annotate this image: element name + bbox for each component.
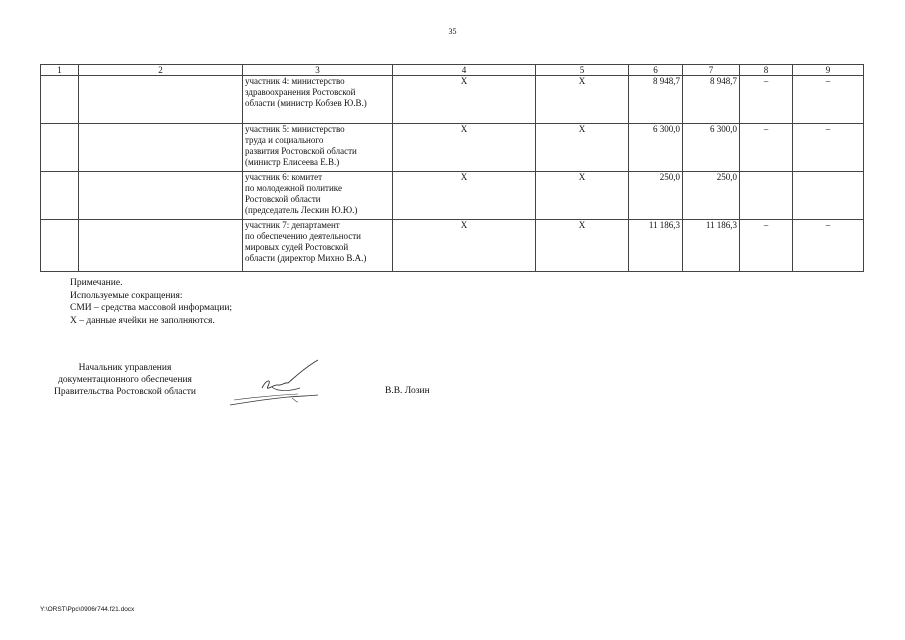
table-cell-col3 (243, 172, 393, 220)
signature-icon (228, 358, 338, 410)
table-cell-col4: Х (393, 76, 536, 124)
participant-line: участник 6: комитет (245, 172, 323, 182)
table-cell-col9 (793, 172, 864, 220)
table-cell-col4: Х (393, 124, 536, 172)
budget-table (40, 64, 864, 272)
table-cell-col8 (740, 172, 793, 220)
header-cell: 6 (629, 65, 683, 76)
participant-line: Ростовской области (245, 194, 321, 204)
signatory-position (40, 362, 210, 398)
table-cell-col2 (79, 172, 243, 220)
header-cell: 8 (740, 65, 793, 76)
header-cell: 3 (243, 65, 393, 76)
note-line: Х – данные ячейки не заполняются. (70, 315, 215, 326)
table-cell-col3 (243, 76, 393, 124)
table-cell-col1 (41, 76, 79, 124)
table-cell-col5: Х (536, 76, 629, 124)
participant-line: здравоохранения Ростовской (245, 87, 356, 97)
table-cell-col6: 6 300,0 (629, 124, 683, 172)
participant-line: области (министр Кобзев Ю.В.) (245, 98, 367, 108)
table-cell-col9: – (793, 124, 864, 172)
file-path: Y:\ORST\Ppc\0906r744.f21.docx (40, 606, 135, 613)
table-cell-col6: 250,0 (629, 172, 683, 220)
table-cell-col9: – (793, 220, 864, 272)
header-cell: 4 (393, 65, 536, 76)
table-cell-col5: Х (536, 172, 629, 220)
table-header-row (41, 65, 864, 76)
table-cell-col6: 8 948,7 (629, 76, 683, 124)
header-cell: 2 (79, 65, 243, 76)
table-cell-col2 (79, 124, 243, 172)
table-cell-col6: 11 186,3 (629, 220, 683, 272)
table-cell-col3 (243, 220, 393, 272)
page-number: 35 (448, 27, 457, 36)
participant-line: области (директор Михно В.А.) (245, 253, 367, 263)
table-body (41, 65, 864, 272)
table-cell-col7: 8 948,7 (683, 76, 740, 124)
note-line: Примечание. (70, 278, 123, 288)
table-row (41, 76, 864, 124)
table-cell-col1 (41, 124, 79, 172)
table-row (41, 124, 864, 172)
table-cell-col2 (79, 76, 243, 124)
table-row (41, 220, 864, 272)
table-cell-col8: – (740, 220, 793, 272)
header-cell: 9 (793, 65, 864, 76)
participant-line: труда и социального (245, 135, 324, 145)
table-cell-col3 (243, 124, 393, 172)
participant-line: мировых судей Ростовской (245, 242, 349, 252)
participant-line: (председатель Лескин Ю.Ю.) (245, 205, 358, 215)
participant-line: участник 7: департамент (245, 220, 340, 230)
table-cell-col1 (41, 220, 79, 272)
header-cell: 1 (41, 65, 79, 76)
participant-line: развития Ростовской области (245, 146, 357, 156)
participant-line: по молодежной политике (245, 183, 342, 193)
participant-line: участник 5: министерство (245, 124, 345, 134)
note-line: СМИ – средства массовой информации; (70, 303, 233, 313)
table-cell-col7: 11 186,3 (683, 220, 740, 272)
participant-line: участник 4: министерство (245, 76, 345, 86)
position-line: Правительства Ростовской области (54, 387, 196, 397)
signatory-name: В.В. Лозин (385, 386, 430, 396)
header-cell: 7 (683, 65, 740, 76)
table-cell-col8: – (740, 76, 793, 124)
participant-line: по обеспечению деятельности (245, 231, 361, 241)
table-cell-col9: – (793, 76, 864, 124)
table-cell-col7: 6 300,0 (683, 124, 740, 172)
table-row (41, 172, 864, 220)
position-line: Начальник управления (78, 363, 172, 373)
participant-line: (министр Елисеева Е.В.) (245, 157, 340, 167)
header-cell: 5 (536, 65, 629, 76)
table-cell-col1 (41, 172, 79, 220)
table-cell-col4: Х (393, 220, 536, 272)
note-line: Используемые сокращения: (70, 290, 183, 301)
handwritten-signature (228, 358, 338, 415)
table-cell-col8: – (740, 124, 793, 172)
notes (70, 277, 232, 327)
position-line: документационного обеспечения (58, 375, 192, 385)
table-cell-col5: Х (536, 220, 629, 272)
table-cell-col2 (79, 220, 243, 272)
table-cell-col7: 250,0 (683, 172, 740, 220)
table-cell-col4: Х (393, 172, 536, 220)
table-cell-col5: Х (536, 124, 629, 172)
